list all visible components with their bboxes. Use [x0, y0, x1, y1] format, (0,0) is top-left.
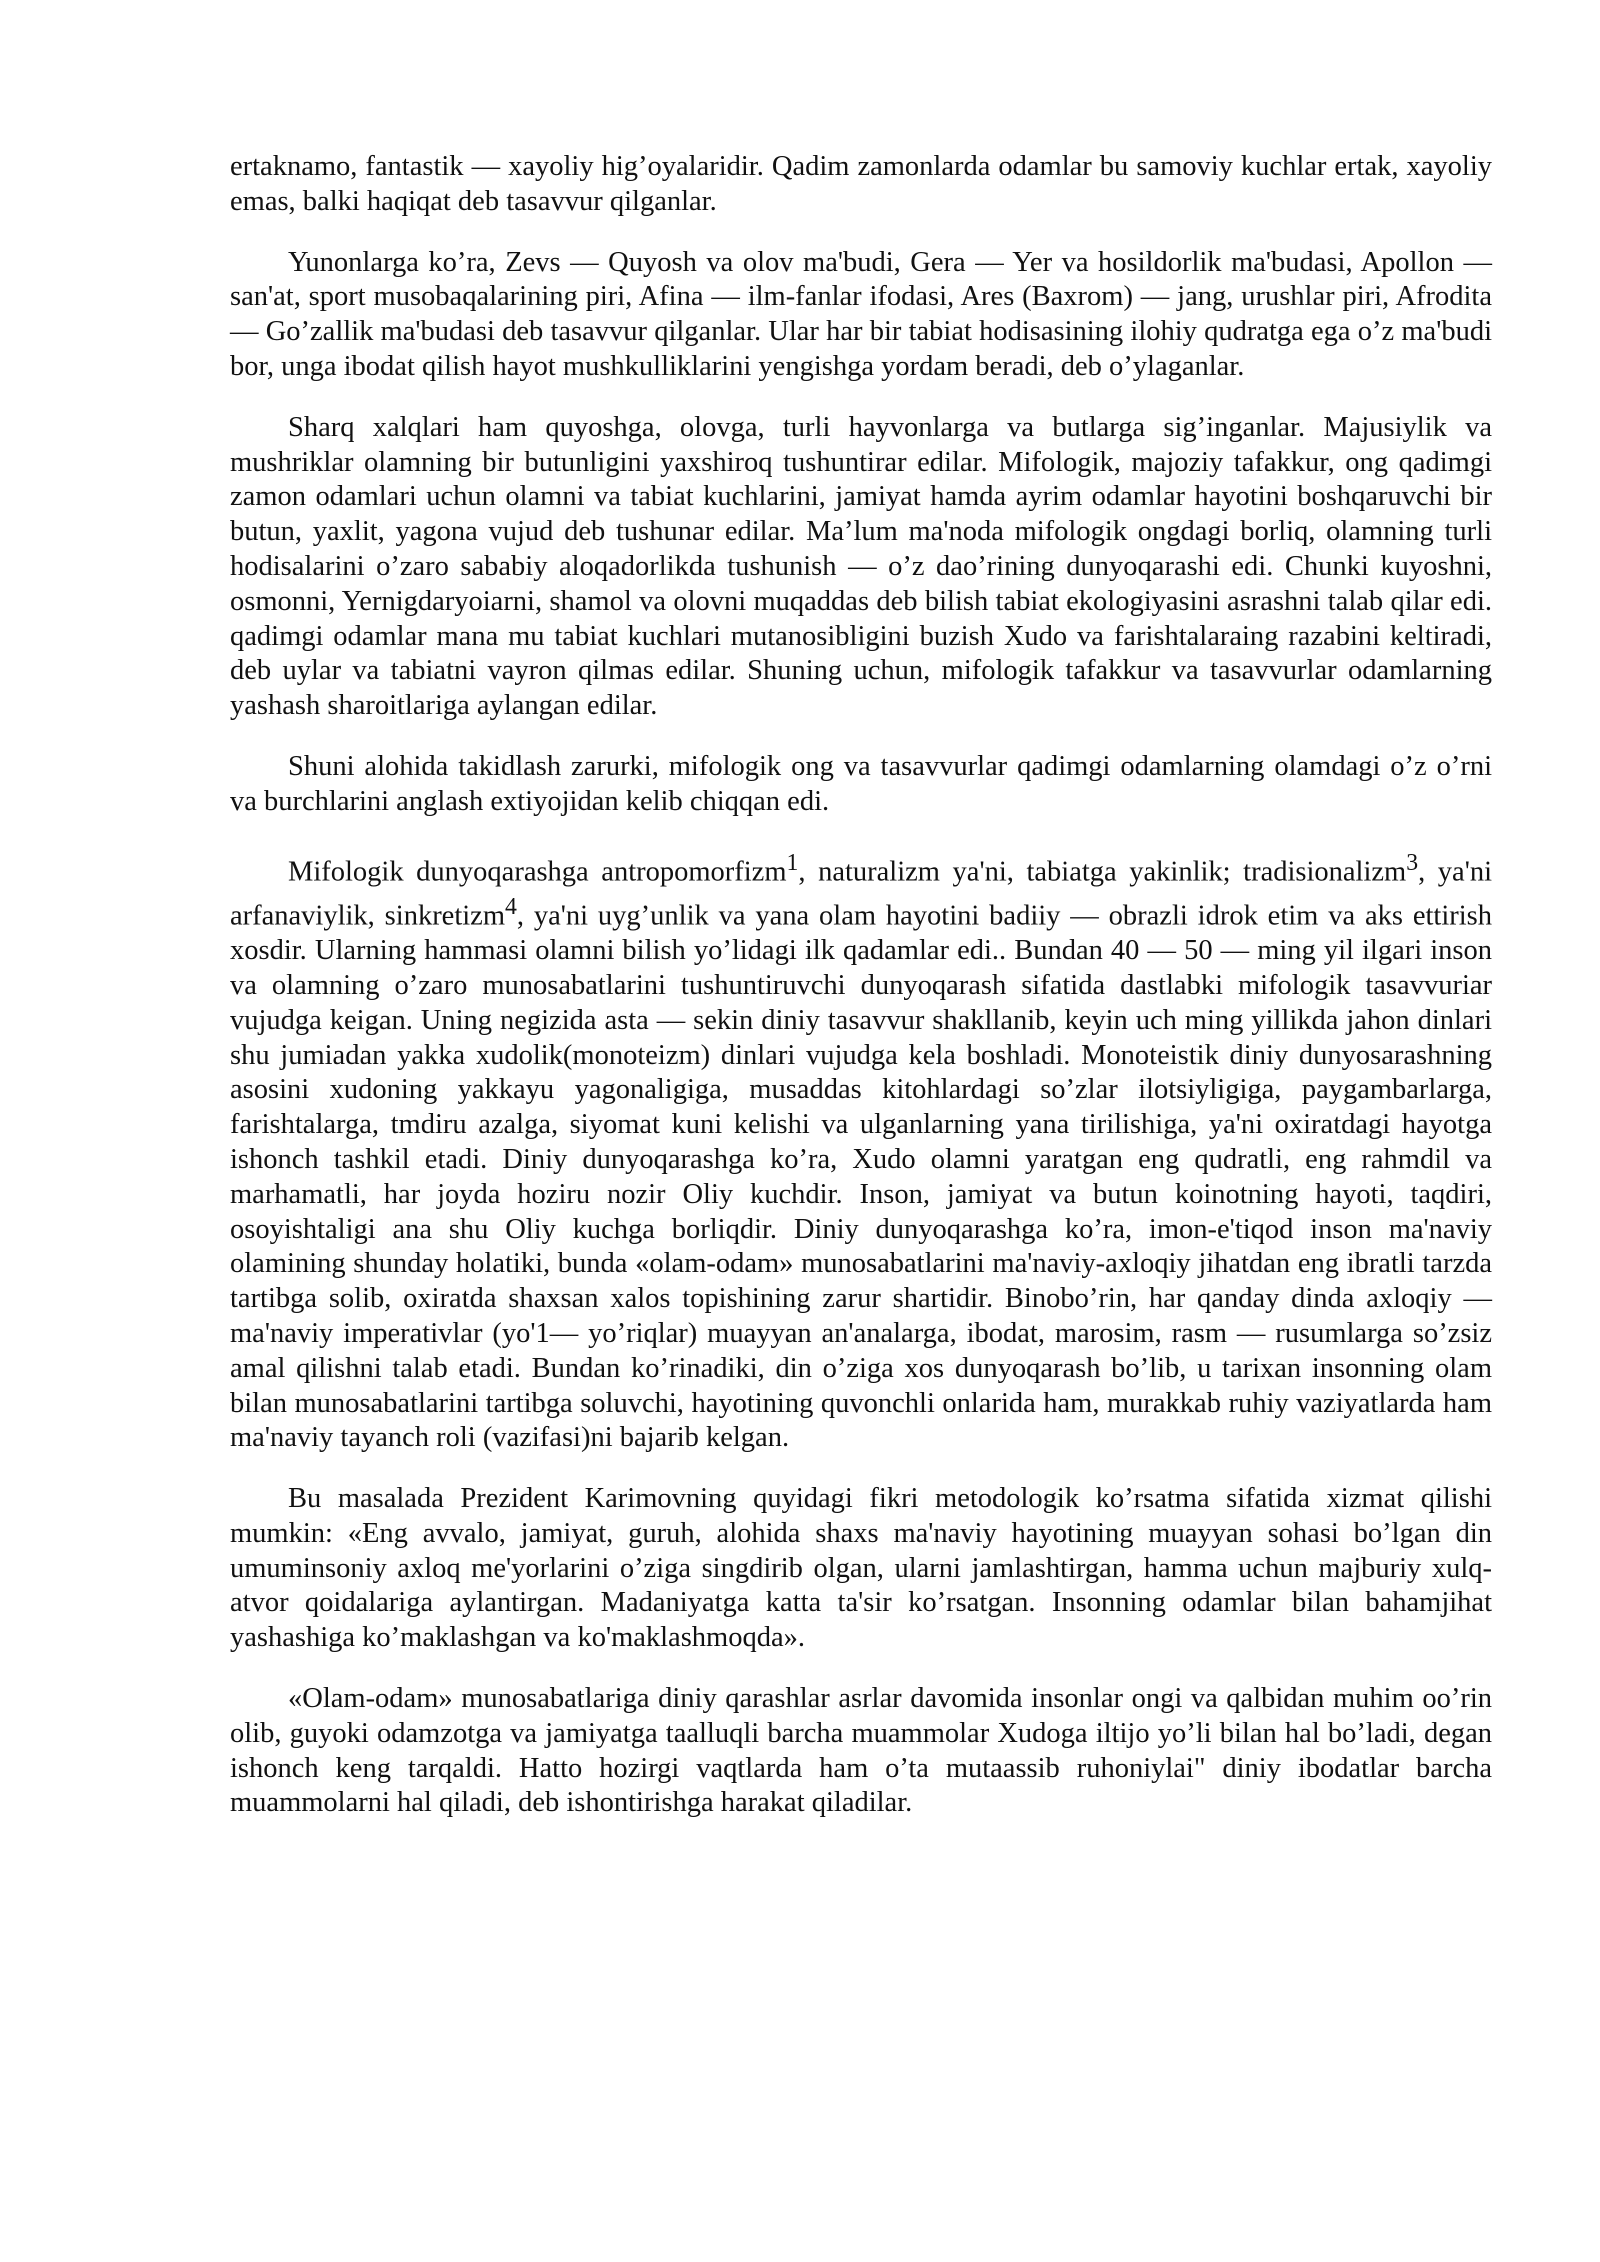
paragraph-5-part-4: , ya'ni uyg’unlik va yana olam hayotini badiiy — obrazli idrok etim va aks ettirish xosdir. Ularning hammasi olamni bilish yo’lidagi ilk qadamlar edi.. Bundan 40 — 50 — ming yil ilgari inson va olamning o’zaro munosabatlarini tushuntiruvchi dunyoqarash sifatida dastlabki mifologik tasavvuriar vujudga keigan. Uning negizida asta — sekin diniy tasavvur shakllanib, keyin uch ming yillikda jahon dinlari shu jumiadan yakka xudolik(monoteizm) dinlari vujudga kela boshladi. Monoteistik diniy dunyosarashning asosini xudoning yakkayu yagonaligiga, musaddas kitohlardagi so’zlar ilotsiyligiga, paygambarlarga, farishtalarga, tmdiru azalga, siyomat kuni kelishi va ulganlarning yana tirilishiga, ya'ni oxiratdagi hayotga ishonch tashkil etadi. Diniy dunyoqarashga ko’ra, Xudo olamni yaratgan eng qudratli, eng rahmdil va marhamatli, har joyda hoziru nozir Oliy kuchdir. Inson, jamiyat va butun koinotning hayoti, taqdiri, osoyishtaligi ana shu Oliy kuchga borliqdir. Diniy dunyoqarashga ko’ra, imon-e'tiqod inson ma'naviy olamining shunday holatiki, bunda «olam-odam» munosabatlarini ma'naviy-axloqiy jihatdan eng ibratli tarzda tartibga solib, oxiratda shaxsan xalos topishining zarur shartidir. Binobo’rin, har qanday dinda axloqiy — ma'naviy imperativlar (yo'1— yo’riqlar) muayyan an'analarga, ibodat, marosim, rasm — rusumlarga so’zsiz amal qilishni talab etadi. Bundan ko’rinadiki, din o’ziga xos dunyoqarash bo’lib, u tarixan insonning olam bilan munosabatlarini tartibga soluvchi, hayotining quvonchli onlarida ham, murakkab ruhiy vaziyatlarda ham ma'naviy tayanch roli (vazifasi)ni bajarib kelgan. [230, 900, 1492, 1454]
paragraph-1: ertaknamo, fantastik — xayoliy hig’oyalaridir. Qadim zamonlarda odamlar bu samoviy kuchlar ertak, xayoliy emas, balki haqiqat deb tasavvur qilganlar. [230, 151, 1492, 217]
paragraph-6: Bu masalada Prezident Karimovning quyidagi fikri metodologik ko’rsatma sifatida xizmat qilishi mumkin: «Eng avvalo, jamiyat, guruh, alohida shaxs ma'naviy hayotining muayyan sohasi bo’lgan din umuminsoniy axloq me'yorlarini o’ziga singdirib olgan, ularni jamlashtirgan, hamma uchun majburiy xulq-atvor qoidalariga aylantirgan. Madaniyatga katta ta'sir ko’rsatgan. Insonning odamlar bilan bahamjihat yashashiga ko’maklashgan va ko'maklashmoqda». [230, 1483, 1492, 1654]
paragraph-5-part-2: , naturalizm ya'ni, tabiatga yakinlik; tradisionalizm [798, 856, 1407, 888]
document-page [230, 150, 1492, 1847]
paragraph-5 [230, 846, 1492, 1457]
paragraph-5-part-1: Mifologik dunyoqarashga antropomorfizm [288, 856, 787, 888]
paragraph-4: Shuni alohida takidlash zarurki, mifologik ong va tasavvurlar qadimgi odamlarning olamdagi o’z o’rni va burchlarini anglash extiyojidan kelib chiqqan edi. [230, 750, 1492, 817]
paragraph-2: Yunonlarga ko’ra, Zevs — Quyosh va olov ma'budi, Gera — Yer va hosildorlik ma'budasi, Apollon — san'at, sport musobaqalarining piri, Afina — ilm-fanlar ifodasi, Ares (Baxrom) — jang, urushlar piri, Afrodita — Go’zallik ma'budasi deb tasavvur qilganlar. Ular har bir tabiat hodisasining ilohiy qudratga ega o’z ma'budi bor, unga ibodat qilish hayot mushkulliklarini yengishga yordam beradi, deb o’ylaganlar. [230, 246, 1492, 382]
paragraph-5-part-3: , ya'ni arfanaviylik, sinkretizm [230, 856, 1493, 932]
footnote-ref-4: 4 [504, 893, 517, 920]
paragraph-3: Sharq xalqlari ham quyoshga, olovga, turli hayvonlarga va butlarga sig’inganlar. Majusiylik va mushriklar olamning bir butunligini yaxshiroq tushuntirar edilar. Mifologik, majoziy tafakkur, ong qadimgi zamon odamlari uchun olamni va tabiat kuchlarini, jamiyat hamda ayrim odamlar hayotini boshqaruvchi bir butun, yaxlit, yagona vujud deb tushunar edilar. Ma’lum ma'noda mifologik ongdagi borliq, olamning turli hodisalarini o’zaro sababiy aloqadorlikda tushunish — o’z dao’rining dunyoqarashi edi. Chunki kuyoshni, osmonni, Yernigdaryoiarni, shamol va olovni muqaddas deb bilish tabiat ekologiyasini asrashni talab qilar edi. qadimgi odamlar mana mu tabiat kuchlari mutanosibligini buzish Xudo va farishtalaraing razabini keltiradi, deb uylar va tabiatni vayron qilmas edilar. Shuning uchun, mifologik tafakkur va tasavvurlar odamlarning yashash sharoitlariga aylangan edilar. [230, 411, 1492, 722]
footnote-ref-1: 1 [786, 849, 799, 876]
footnote-ref-3: 3 [1406, 849, 1419, 876]
paragraph-7: «Olam-odam» munosabatlariga diniy qarashlar asrlar davomida insonlar ongi va qalbidan muhim oo’rin olib, guyoki odamzotga va jamiyatga taalluqli barcha muammolar Xudoga iltijo yo’li bilan hal bo’ladi, degan ishonch keng tarqaldi. Hatto hozirgi vaqtlarda ham o’ta mutaassib ruhoniylai" diniy ibodatlar barcha muammolarni hal qiladi, deb ishontirishga harakat qiladilar. [230, 1683, 1492, 1819]
